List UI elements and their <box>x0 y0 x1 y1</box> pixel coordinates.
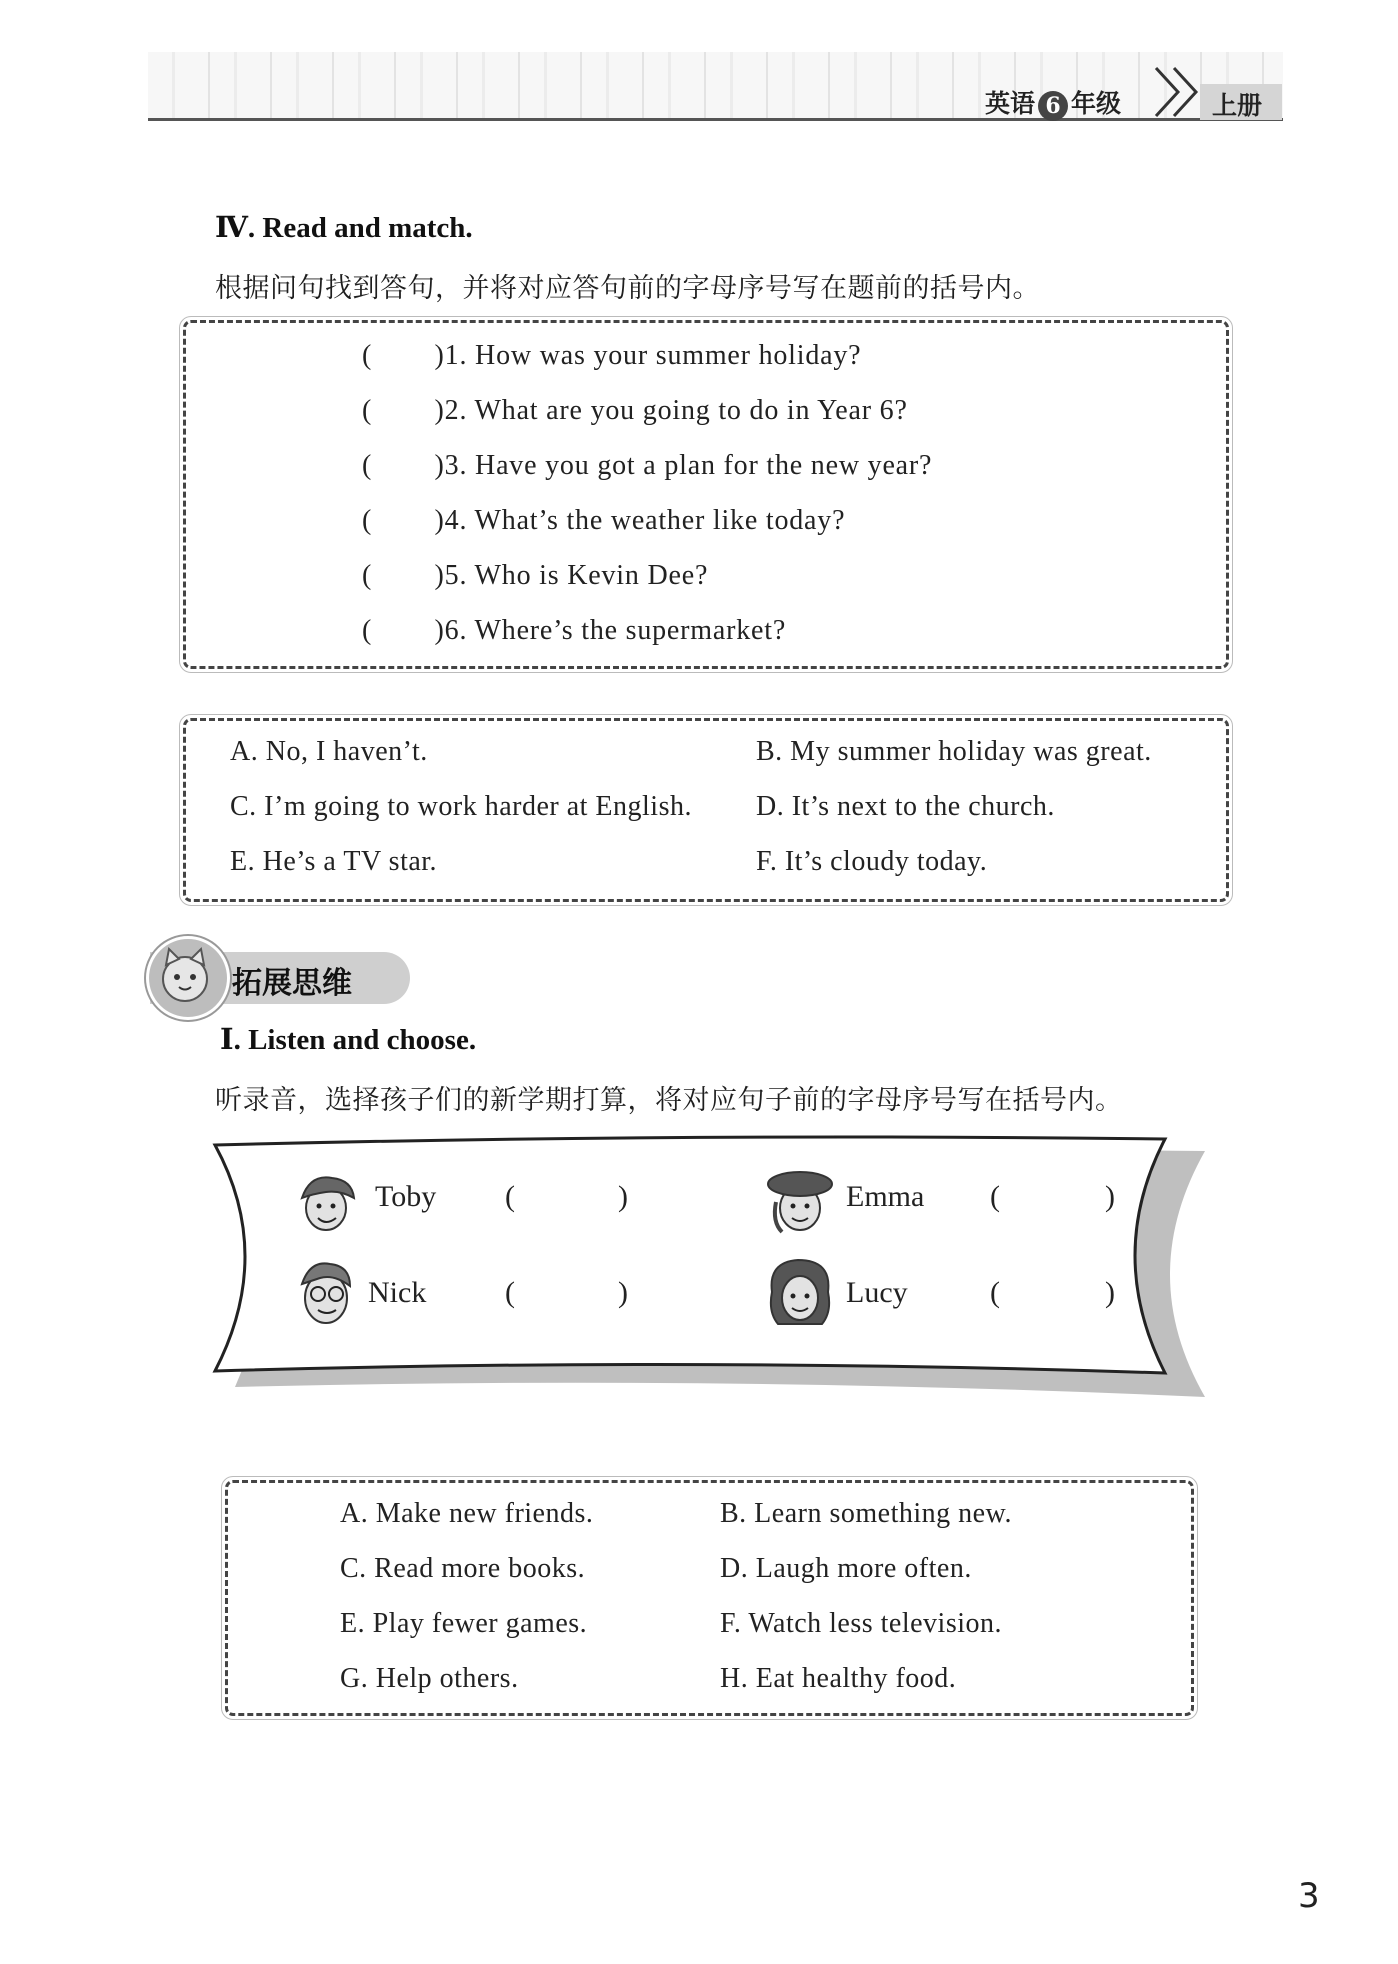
kid-name-lucy: Lucy <box>846 1276 908 1309</box>
boy-face-icon <box>292 1168 364 1240</box>
girl-hat-face-icon <box>762 1162 838 1242</box>
question-text: 2. What are you going to do in Year 6? <box>444 395 908 426</box>
answer-blank-lucy-close: ) <box>1105 1276 1115 1309</box>
kid-name-emma: Emma <box>846 1180 925 1213</box>
question-text: 5. Who is Kevin Dee? <box>444 560 709 591</box>
answer-blank-lucy[interactable]: ( <box>990 1276 1000 1309</box>
section-iv-instruction: 根据问句找到答句，并将对应答句前的字母序号写在题前的括号内。 <box>215 273 1040 304</box>
answer-blank[interactable]: ( ) <box>362 340 445 371</box>
section-i-heading: Ⅰ. Listen and choose. <box>220 1024 477 1056</box>
option-d: D. Laugh more often. <box>720 1553 972 1584</box>
answer-option-b: B. My summer holiday was great. <box>756 736 1152 767</box>
answer-blank-nick[interactable]: ( <box>505 1276 515 1309</box>
answer-blank-toby[interactable]: ( <box>505 1180 515 1213</box>
grade-number: 6 <box>1038 91 1068 121</box>
question-item <box>362 450 932 482</box>
answer-blank-emma[interactable]: ( <box>990 1180 1000 1213</box>
question-item <box>362 505 845 537</box>
boy-glasses-face-icon <box>290 1254 362 1334</box>
answer-option-c: C. I’m going to work harder at English. <box>230 791 692 822</box>
section-i-instruction: 听录音，选择孩子们的新学期打算，将对应句子前的字母序号写在括号内。 <box>215 1085 1123 1116</box>
question-item <box>362 395 908 427</box>
option-e: E. Play fewer games. <box>340 1608 588 1639</box>
badge-title: 拓展思维 <box>232 966 352 1001</box>
answer-blank[interactable]: ( ) <box>362 395 445 426</box>
cat-face-icon <box>146 936 230 1020</box>
answer-blank-toby-close: ) <box>618 1180 628 1213</box>
girl-curly-face-icon <box>762 1252 838 1334</box>
answer-blank-nick-close: ) <box>618 1276 628 1309</box>
page-number: 3 <box>1298 1876 1320 1916</box>
question-item <box>362 340 861 372</box>
answer-blank[interactable]: ( ) <box>362 560 445 591</box>
section-iv-heading: Ⅳ. Read and match. <box>215 212 473 244</box>
answer-option-f: F. It’s cloudy today. <box>756 846 988 877</box>
grade-suffix: 年级 <box>1071 89 1122 118</box>
kid-name-nick: Nick <box>368 1276 427 1309</box>
answer-blank[interactable]: ( ) <box>362 505 445 536</box>
option-h: H. Eat healthy food. <box>720 1663 957 1694</box>
question-text: 3. Have you got a plan for the new year? <box>444 450 933 481</box>
option-g: G. Help others. <box>340 1663 519 1694</box>
question-text: 1. How was your summer holiday? <box>444 340 862 371</box>
answer-blank-emma-close: ) <box>1105 1180 1115 1213</box>
kid-name-toby: Toby <box>375 1180 437 1213</box>
header-subject <box>985 84 1121 121</box>
option-b: B. Learn something new. <box>720 1498 1012 1529</box>
subject-label: 英语 <box>985 89 1036 118</box>
option-a: A. Make new friends. <box>340 1498 594 1529</box>
option-f: F. Watch less television. <box>720 1608 1003 1639</box>
header-volume: 上册 <box>1212 91 1263 120</box>
answer-option-a: A. No, I haven’t. <box>230 736 428 767</box>
answer-option-d: D. It’s next to the church. <box>756 791 1055 822</box>
question-item <box>362 560 708 592</box>
answer-blank[interactable]: ( ) <box>362 450 445 481</box>
question-text: 4. What’s the weather like today? <box>444 505 846 536</box>
question-text: 6. Where’s the supermarket? <box>444 615 787 646</box>
option-c: C. Read more books. <box>340 1553 586 1584</box>
question-item <box>362 615 786 647</box>
double-chevron-icon <box>1152 62 1204 120</box>
answer-option-e: E. He’s a TV star. <box>230 846 438 877</box>
answer-blank[interactable]: ( ) <box>362 615 445 646</box>
